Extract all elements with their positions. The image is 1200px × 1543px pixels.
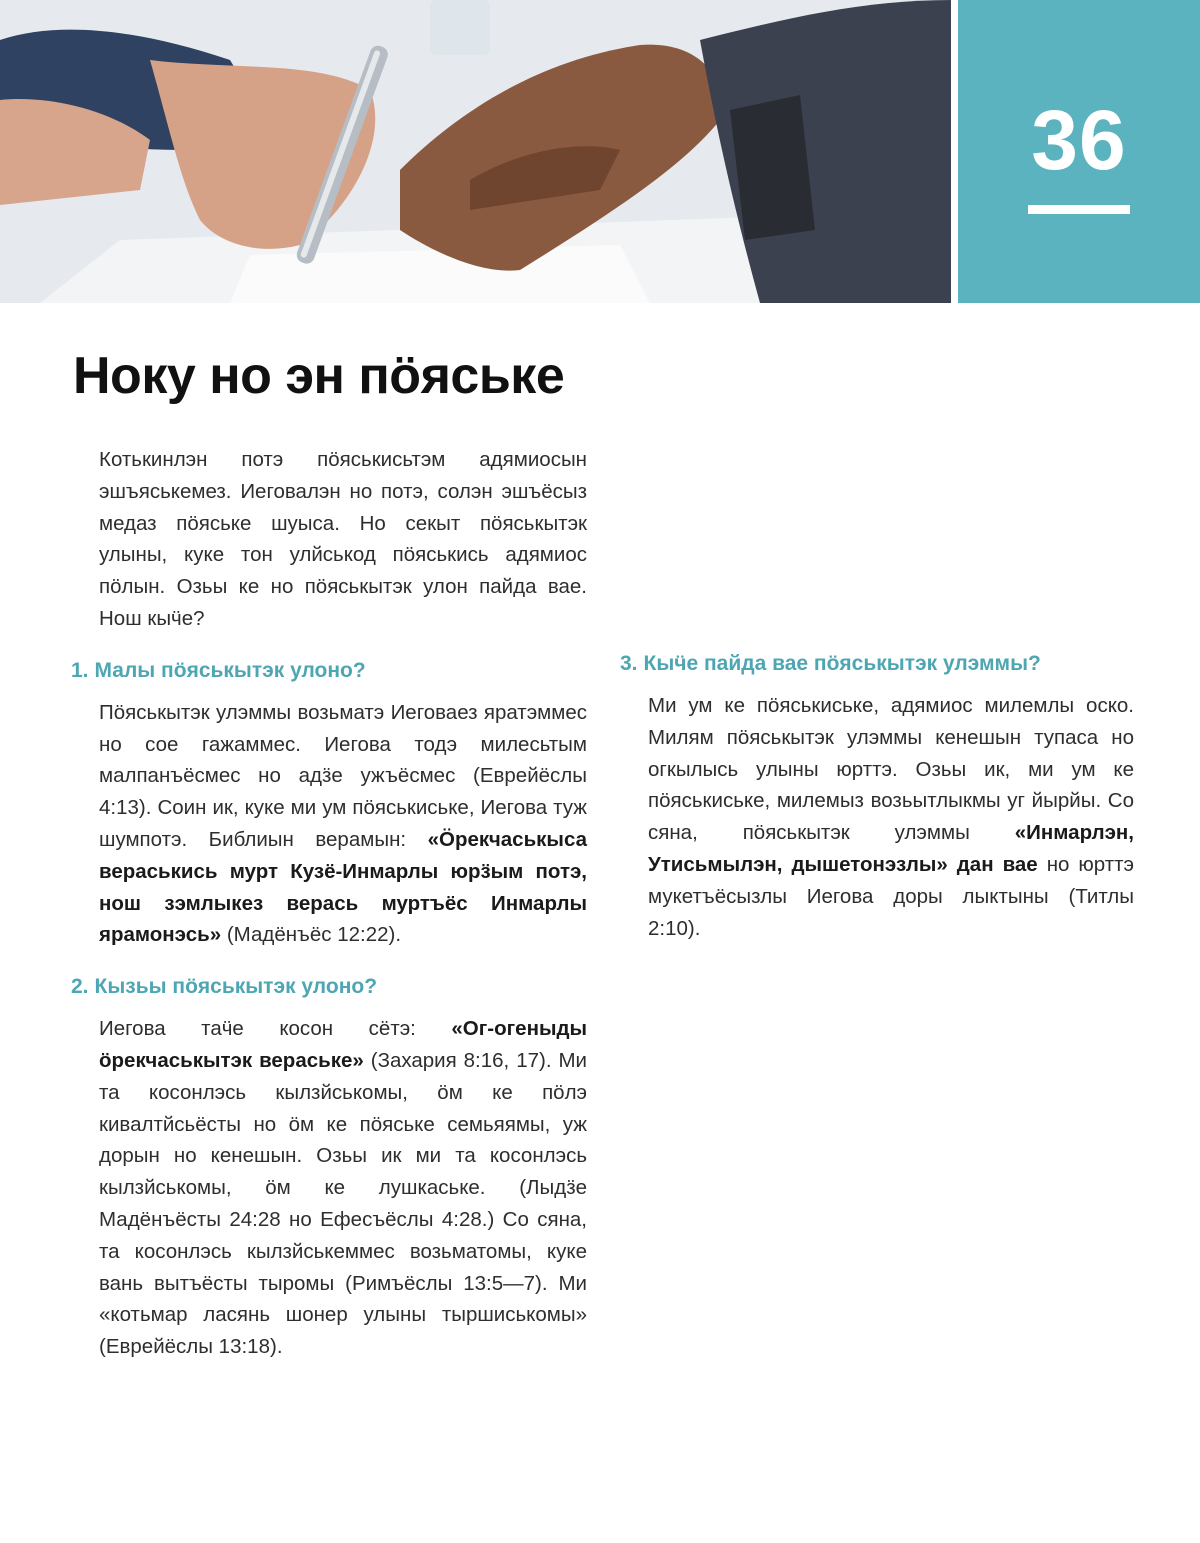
question-2-number: 2. bbox=[71, 975, 89, 999]
answer-2-paragraph bbox=[99, 1013, 587, 1363]
question-1-text: Малы пӧяськытэк улоно? bbox=[94, 658, 366, 682]
answer-3-paragraph bbox=[648, 690, 1134, 944]
question-3-text: Кыӵе пайда вае пӧяськытэк улэммы? bbox=[643, 652, 1041, 675]
lesson-number-box bbox=[958, 0, 1200, 303]
question-3-number: 3. bbox=[620, 652, 638, 675]
left-column bbox=[71, 444, 587, 1363]
lesson-number-underline bbox=[1028, 205, 1130, 214]
answer-3-text-after: но юрттэ мукетъёсызлы Иегова доры лыктыны (Титлы 2:10). bbox=[648, 852, 1134, 940]
answer-2-text-before: Иегова таӵе косон сётэ: bbox=[99, 1017, 452, 1041]
answer-1-text-after: (Мадёнъёс 12:22). bbox=[221, 923, 402, 947]
answer-1-bold-quote: «Ӧрекчаськыса вераськись мурт Кузё-Инмарлы юрӟым потэ, нош зэмлыкез верась муртъёс Инмарлы ярамонэсь» bbox=[99, 827, 587, 947]
answer-2-text-after: (Захария 8:16, 17). Ми та косонлэсь кылзйськомы, ӧм ке пӧлэ кивалтйсьёсты но ӧм ке пӧяське семьяямы, уж дорын но кенешын. Озьы ик ми та косонлэсь кылзйськомы, ӧм ке лушкаське. (Лыдӟе Мадёнъёсты 24:28 но Ефесъёслы 4:28.) Со сяна, та косонлэсь кылзйськеммес возьматомы, куке вань вытъёсты тыромы (Римъёслы 13:5—7). Ми «котьмар ласянь шонер улыны тыршиськомы» (Еврейёслы 13:18). bbox=[99, 1048, 587, 1359]
question-3 bbox=[620, 650, 1134, 678]
question-2 bbox=[71, 973, 587, 1001]
handshake-illustration bbox=[0, 0, 951, 303]
hero-photo bbox=[0, 0, 951, 303]
answer-1-text-before: Пӧяськытэк улэммы возьматэ Иеговаез яратэммес но сое гажаммес. Иегова тодэ милесьтым малпанъёсмес но адӟе ужъёсмес (Еврейёслы 4:13). Соин ик, куке ми ум пӧяськиське, Иегова туж шумпотэ. Библиын верамын: bbox=[99, 700, 587, 851]
lesson-number: 36 bbox=[1031, 93, 1127, 187]
answer-3-text-before: Ми ум ке пӧяськиське, адямиос милемлы оско. Милям пӧяськытэк улэммы кенешын тупаса но огкылысь улыны юрттэ. Озьы ик, ми ум ке пӧяськиське, милемыз возьытлыкмы уг йырйы. Со сяна, пӧяськытэк улэммы bbox=[648, 694, 1134, 845]
question-1-number: 1. bbox=[71, 658, 89, 682]
page-title: Ноку но эн пӧяське bbox=[73, 347, 565, 405]
answer-2-bold-quote: «Ог-огеныды ӧрекчаськытэк вераське» bbox=[99, 1017, 587, 1072]
answer-1-paragraph bbox=[99, 697, 587, 951]
question-2-text: Кызьы пӧяськытэк улоно? bbox=[94, 975, 378, 999]
right-column bbox=[620, 444, 1134, 944]
answer-3-bold-quote: «Инмарлэн, Утисьмылэн, дышетонэзлы» дан вае bbox=[648, 821, 1134, 876]
question-1 bbox=[71, 657, 587, 685]
intro-paragraph: Котькинлэн потэ пӧяськисьтэм адямиосын эшъяськемез. Иеговалэн но потэ, солэн эшъёсыз медаз пӧяське шуыса. Но секыт пӧяськытэк улыны, куке тон улйськод пӧяськись адямиос пӧлын. Озьы ке но пӧяськытэк улон пайда вае. Нош кыӵе? bbox=[99, 448, 587, 630]
